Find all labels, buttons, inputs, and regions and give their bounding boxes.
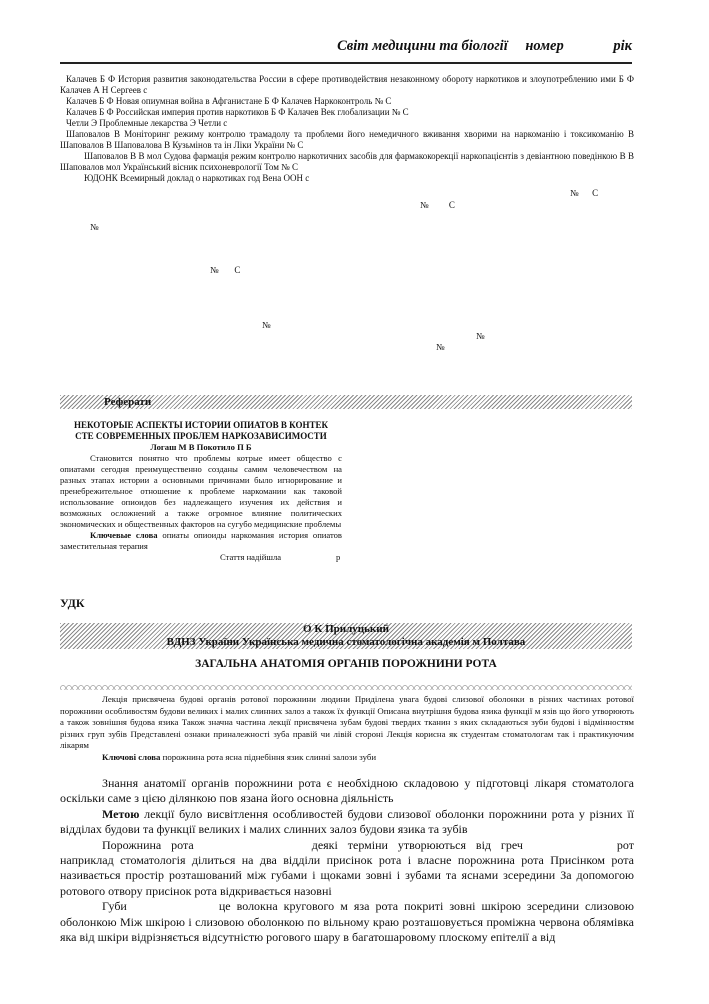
reference-item: Шаповалов В Моніторинг режиму контролю трамадолу та проблеми його немедичного вживання хворими на наркоманію і токсикоманію В Шаповалов В Шаповалова В Кузьмінов та ін Ліки України № С [60, 129, 634, 150]
reference-item: Калачев Б Ф История развития законодательства России в сфере противодействия незаконному обороту наркотиков и злоупотреблению ими Б Ф Калачев А Н Сергеев с [60, 74, 634, 95]
abstract-text: Становится понятно что проблемы котрые имеет общество с опиатами сегодня преимущественно созданы самим человечеством на разных этапах истории а основными причинами было игнорирование и пренебрежительное отношение к проблеме наркомании как таковой использование опиоидов без надлежащего изучения их действия и возможных осложнений а также огромное влияние политических экономических и общественных факторов на сугубо медицинские проблемы [60, 453, 342, 529]
wavy-divider [60, 682, 632, 690]
section-bar [60, 395, 632, 409]
paragraph [60, 899, 634, 945]
reference-item: Калачев Б Ф Новая опиумная война в Афганистане Б Ф Калачев Наркоконтроль № С [66, 96, 392, 106]
paragraph-text: Губи [102, 899, 127, 914]
ref-marker: № С [210, 265, 241, 275]
paragraph-text: рот наприклад стоматологія ділиться на два відділи присінок рота і власне порожнина рота Присінком рота називається простір розташований між губами і щоками зовні і зубами та яснами зсередини За допомогою ротового отвору присінок рота відкривається назовні [60, 837, 635, 898]
affiliation: ВДНЗ України Українська медична стоматологічна академія м Полтава [166, 636, 526, 648]
header-rule [60, 62, 632, 64]
keywords-label: Ключові слова [102, 751, 161, 762]
received-label: Стаття надійшла [220, 552, 282, 562]
ref-marker: № [436, 342, 445, 352]
year-label: рік [613, 38, 632, 54]
paragraph: Знання анатомії органів порожнини рота є необхідною складовою у підготовці лікаря стоматолога оскільки саме з цією ділянкою пов язана його основна діяльність [60, 776, 634, 806]
emphasis: Метою [102, 806, 140, 821]
author-block [60, 623, 632, 649]
running-header [60, 38, 632, 58]
paragraph-text: лекції було висвітлення особливостей будови слизової оболонки порожнини рота у різних її відділах будови та функції великих і малих слинних залоз будови язика та зубів [60, 806, 634, 837]
number-label: номер [525, 38, 564, 54]
keywords-text: опиаты опиоиды наркомания история опиатов заместительная терапия [60, 530, 342, 551]
abstract-title: НЕКОТОРЫЕ АСПЕКТЫ ИСТОРИИ ОПИАТОВ В КОНТЕК [73, 420, 329, 430]
lecture-title: ЗАГАЛЬНА АНАТОМІЯ ОРГАНІВ ПОРОЖНИНИ РОТА [195, 658, 497, 670]
ref-marker: № [90, 222, 99, 232]
paragraph-text: це волокна кругового м яза рота покриті зовні шкірою зсередини слизовою оболонкою Між шкірою і слизовою оболонкою по вільному краю розташовується проміжна червона облямівка яка від шкіри відрізняється відсутністю рогового шару в багатошаровому плоскому епітелії а від [60, 899, 634, 945]
paragraph-text: деякі терміни утворюються від греч [311, 837, 523, 852]
reference-item: ЮДОНК Всемирный доклад о наркотиках год Вена ООН с [84, 173, 310, 183]
ref-marker: № [476, 331, 485, 341]
paragraph-text: Порожнина рота [102, 837, 194, 852]
reference-item: Четли Э Проблемные лекарства Э Четли с [66, 118, 228, 128]
abstract-text: Лекція присвячена будові органів ротової порожнини людини Приділена увага будові слизової оболонки в різних частинах ротової порожнини особливостям будови великих і малих слинних залоз а також їх функції Описана внутрішня будова язика функції м язів що його утворюють а також зовнішня будова язика Також значна частина лекції присвячена зубам будові твердих тканин з яких складаються зуби будові і відмінностям різних груп зубів Представлені ознаки приналежності зуба правій чи лівій стороні Лекція корисна як студентам стоматологам так і практикуючим лікарям [60, 694, 634, 751]
paragraph [60, 838, 634, 900]
author-name: О К Прилуцький [303, 623, 389, 635]
received-tail: р [336, 552, 341, 562]
reference-list [60, 74, 634, 184]
abstract-title: СТЕ СОВРЕМЕННЫХ ПРОБЛЕМ НАРКОЗАВИСИМОСТИ [75, 431, 327, 441]
abstract-ukrainian [60, 694, 634, 764]
keywords-text: порожнина рота ясна піднебіння язик слинні залози зуби [160, 751, 377, 762]
abstract-keywords [60, 752, 634, 764]
abstract-authors: Логаш М В Покотило П Б [150, 442, 252, 452]
abstract-keywords [60, 530, 342, 552]
udk-label: УДК [60, 596, 85, 610]
reference-item: Шаповалов В В мол Судова фармація режим контролю наркотичних засобів для фармакокорекції наркопацієнтів з девіантною поведінкою В В Шаповалов мол Український вісник психоневрології Том № С [60, 151, 634, 172]
abstract-russian [60, 420, 342, 564]
journal-title [323, 38, 632, 55]
section-bar-label: Реферати [104, 396, 152, 408]
ref-marker: № [262, 320, 271, 330]
reference-item: Калачев Б Ф Российская империя против наркотиков Б Ф Калачев Век глобализации № С [66, 107, 409, 117]
ref-marker: № С [570, 188, 599, 198]
journal-name: Світ медицини та біології [337, 38, 508, 54]
ref-marker: № С [420, 200, 455, 210]
paragraph [60, 807, 634, 838]
article-body [60, 776, 634, 945]
keywords-label: Ключевые слова [90, 530, 158, 540]
received-line [60, 552, 342, 564]
